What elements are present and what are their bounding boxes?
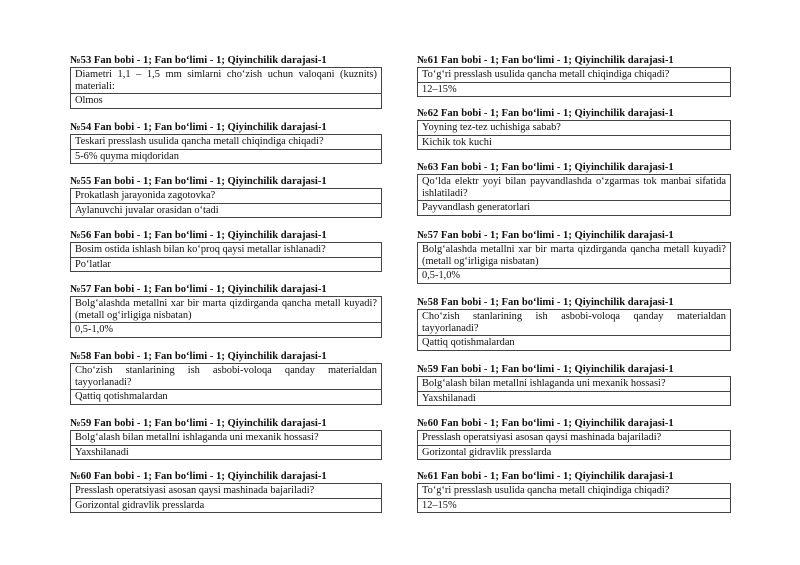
answer-text: Yaxshilanadi bbox=[71, 445, 381, 460]
question-table bbox=[417, 174, 731, 216]
question-block bbox=[70, 55, 382, 109]
question-block bbox=[417, 418, 731, 460]
question-title: №61 Fan bobi - 1; Fan bo‘limi - 1; Qiyinchilik darajasi-1 bbox=[417, 471, 674, 482]
answer-text: Po‘latlar bbox=[71, 257, 381, 272]
question-table bbox=[417, 242, 731, 284]
question-table bbox=[70, 483, 382, 513]
question-title: №60 Fan bobi - 1; Fan bo‘limi - 1; Qiyinchilik darajasi-1 bbox=[417, 418, 674, 429]
answer-text: Qattiq qotishmalardan bbox=[418, 335, 730, 350]
question-table bbox=[417, 309, 731, 351]
question-table bbox=[417, 430, 731, 460]
question-text: Cho‘zish stanlarining ish asbobi-voloqa qanday materialdan tayyorlanadi? bbox=[75, 365, 377, 388]
question-title: №55 Fan bobi - 1; Fan bo‘limi - 1; Qiyinchilik darajasi-1 bbox=[70, 176, 327, 187]
answer-text: 12–15% bbox=[418, 498, 730, 513]
answer-text: Kichik tok kuchi bbox=[418, 135, 730, 150]
question-text: Presslash operatsiyasi asosan qaysi mashinada bajariladi? bbox=[422, 432, 662, 443]
question-block bbox=[417, 364, 731, 406]
question-table bbox=[417, 67, 731, 97]
question-title: №60 Fan bobi - 1; Fan bo‘limi - 1; Qiyinchilik darajasi-1 bbox=[70, 471, 327, 482]
question-title: №58 Fan bobi - 1; Fan bo‘limi - 1; Qiyinchilik darajasi-1 bbox=[417, 297, 674, 308]
question-title: №59 Fan bobi - 1; Fan bo‘limi - 1; Qiyinchilik darajasi-1 bbox=[70, 418, 327, 429]
question-block bbox=[70, 351, 382, 405]
question-text: Qo‘lda elektr yoyi bilan payvandlashda o‘zgarmas tok manbai sifatida ishlatiladi? bbox=[422, 176, 726, 199]
question-text: Prokatlash jarayonida zagotovka? bbox=[75, 190, 216, 201]
question-title: №54 Fan bobi - 1; Fan bo‘limi - 1; Qiyinchilik darajasi-1 bbox=[70, 122, 327, 133]
question-text: Bolg‘alash bilan metallni ishlaganda uni mexanik hossasi? bbox=[422, 378, 666, 389]
question-block bbox=[417, 162, 731, 216]
question-block bbox=[417, 55, 731, 97]
question-table bbox=[417, 483, 731, 513]
question-block bbox=[417, 230, 731, 284]
question-text: Diametri 1,1 – 1,5 mm simlarni cho‘zish uchun valoqani (kuznits) materiali: bbox=[75, 69, 377, 92]
answer-text: Yaxshilanadi bbox=[418, 391, 730, 406]
question-text: Bolg‘alashda metallni xar bir marta qizdirganda qancha metall kuyadi? (metall og‘irligiga nisbatan) bbox=[75, 298, 377, 321]
question-text: Bolg‘alashda metallni xar bir marta qizdirganda qancha metall kuyadi? (metall og‘irligiga nisbatan) bbox=[422, 244, 726, 267]
answer-text: Olmos bbox=[71, 93, 381, 108]
question-table bbox=[70, 430, 382, 460]
answer-text: Qattiq qotishmalardan bbox=[71, 389, 381, 404]
question-text: Bolg‘alash bilan metallni ishlaganda uni mexanik hossasi? bbox=[75, 432, 319, 443]
question-block bbox=[417, 108, 731, 150]
answer-text: 5-6% quyma miqdoridan bbox=[71, 149, 381, 164]
question-text: To‘g‘ri presslash usulida qancha metall chiqindiga chiqadi? bbox=[422, 69, 670, 80]
question-title: №59 Fan bobi - 1; Fan bo‘limi - 1; Qiyinchilik darajasi-1 bbox=[417, 364, 674, 375]
question-block bbox=[417, 471, 731, 513]
question-table bbox=[70, 188, 382, 218]
question-block bbox=[70, 122, 382, 164]
answer-text: Gorizontal gidravlik presslarda bbox=[71, 498, 381, 513]
question-title: №63 Fan bobi - 1; Fan bo‘limi - 1; Qiyinchilik darajasi-1 bbox=[417, 162, 674, 173]
question-table bbox=[70, 363, 382, 405]
question-title: №57 Fan bobi - 1; Fan bo‘limi - 1; Qiyinchilik darajasi-1 bbox=[417, 230, 674, 241]
answer-text: Aylanuvchi juvalar orasidan o‘tadi bbox=[71, 203, 381, 218]
question-block bbox=[70, 284, 382, 338]
question-table bbox=[70, 242, 382, 272]
question-block bbox=[70, 471, 382, 513]
question-title: №53 Fan bobi - 1; Fan bo‘limi - 1; Qiyinchilik darajasi-1 bbox=[70, 55, 327, 66]
question-title: №57 Fan bobi - 1; Fan bo‘limi - 1; Qiyinchilik darajasi-1 bbox=[70, 284, 327, 295]
question-text: Yoyning tez-tez uchishiga sabab? bbox=[422, 122, 561, 133]
question-table bbox=[70, 134, 382, 164]
answer-text: 0,5-1,0% bbox=[418, 268, 730, 283]
question-text: Teskari presslash usulida qancha metall chiqindiga chiqadi? bbox=[75, 136, 324, 147]
answer-text: Payvandlash generatorlari bbox=[418, 200, 730, 215]
question-block bbox=[70, 418, 382, 460]
question-block bbox=[70, 176, 382, 218]
question-title: №56 Fan bobi - 1; Fan bo‘limi - 1; Qiyinchilik darajasi-1 bbox=[70, 230, 327, 241]
answer-text: 12–15% bbox=[418, 82, 730, 97]
question-block bbox=[417, 297, 731, 351]
question-title: №62 Fan bobi - 1; Fan bo‘limi - 1; Qiyinchilik darajasi-1 bbox=[417, 108, 674, 119]
question-text: Bosim ostida ishlash bilan ko‘proq qaysi metallar ishlanadi? bbox=[75, 244, 326, 255]
answer-text: 0,5-1,0% bbox=[71, 322, 381, 337]
question-table bbox=[70, 67, 382, 109]
question-table bbox=[70, 296, 382, 338]
answer-text: Gorizontal gidravlik presslarda bbox=[418, 445, 730, 460]
question-block bbox=[70, 230, 382, 272]
question-text: Cho‘zish stanlarining ish asbobi-voloqa qanday materialdan tayyorlanadi? bbox=[422, 311, 726, 334]
question-table bbox=[417, 120, 731, 150]
question-table bbox=[417, 376, 731, 406]
question-text: To‘g‘ri presslash usulida qancha metall chiqindiga chiqadi? bbox=[422, 485, 670, 496]
question-title: №61 Fan bobi - 1; Fan bo‘limi - 1; Qiyinchilik darajasi-1 bbox=[417, 55, 674, 66]
question-title: №58 Fan bobi - 1; Fan bo‘limi - 1; Qiyinchilik darajasi-1 bbox=[70, 351, 327, 362]
question-text: Presslash operatsiyasi asosan qaysi mashinada bajariladi? bbox=[75, 485, 315, 496]
